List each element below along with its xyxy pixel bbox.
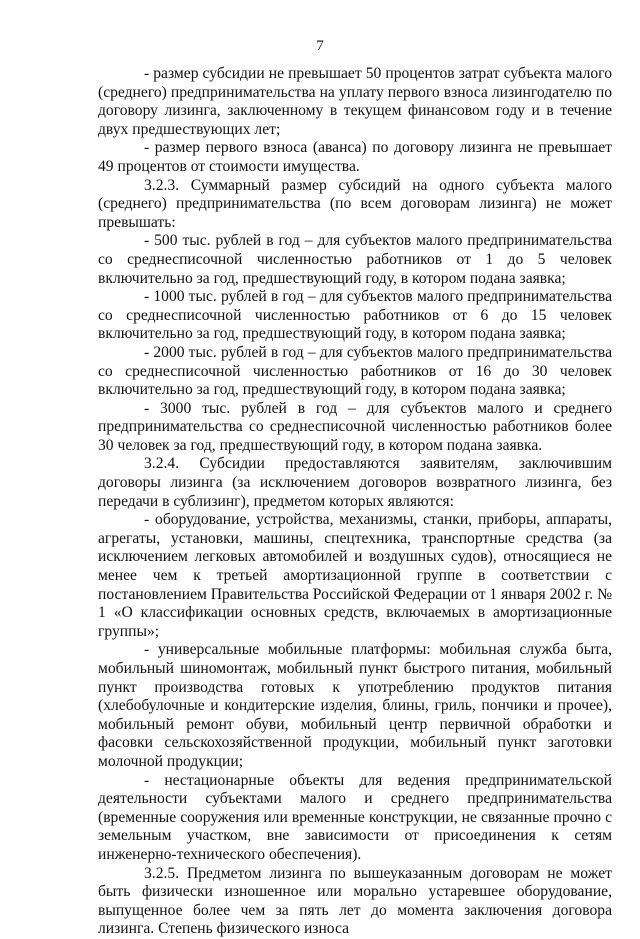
- paragraph-subsidy-limit: - размер субсидии не превышает 50 процентов затрат субъекта малого (среднего) предпринимательства на уплату первого взноса лизингодателю по договору лизинга, заключенному в текущем финансовом году и в течение двух предшествующих лет;: [98, 65, 612, 138]
- paragraph-2000k: - 2000 тыс. рублей в год – для субъектов малого предпринимательства со среднесписочной численностью работников от 16 до 30 человек включительно за год, предшествующий году, в котором подана заявка;: [98, 343, 612, 399]
- paragraph-3-2-4: 3.2.4. Субсидии предоставляются заявителям, заключившим договоры лизинга (за исключением договоров возвратного лизинга, без передачи в сублизинг), предметом которых являются:: [98, 455, 612, 510]
- paragraph-3-2-3: 3.2.3. Суммарный размер субсидий на одного субъекта малого (среднего) предпринимательства (по всем договорам лизинга) не может превышать:: [98, 176, 612, 231]
- paragraph-1000k: - 1000 тыс. рублей в год – для субъектов малого предпринимательства со среднесписочной численностью работников от 6 до 15 человек включительно за год, предшествующий году, в котором подана заявка;: [98, 288, 612, 343]
- page-number: 7: [316, 38, 324, 54]
- paragraph-3000k: - 3000 тыс. рублей в год – для субъектов малого и среднего предпринимательства со среднесписочной численностью работников более 30 человек за год, предшествующий году, в котором подана заявка.: [98, 399, 612, 454]
- paragraph-temporary-objects: - нестационарные объекты для ведения предпринимательской деятельности субъектами малого и среднего предпринимательства (временные сооружения или временные конструкции, не связанные прочно с земельным участком, вне зависимости от присоединения к сетям инженерно-технического обеспечения).: [98, 771, 612, 863]
- document-body: [98, 65, 612, 938]
- paragraph-first-payment: - размер первого взноса (аванса) по договору лизинга не превышает 49 процентов от стоимости имущества.: [98, 139, 612, 175]
- paragraph-500k: - 500 тыс. рублей в год – для субъектов малого предпринимательства со среднесписочной численностью работников от 1 до 5 человек включительно за год, предшествующий году, в котором подана заявка;: [98, 232, 612, 287]
- paragraph-3-2-5: 3.2.5. Предметом лизинга по вышеуказанным договорам не может быть физически изношенное или морально устаревшее оборудование, выпущенное более чем за пять лет до момента заключения договора лизинга. Степень физического износа: [98, 864, 612, 938]
- paragraph-equipment: - оборудование, устройства, механизмы, станки, приборы, аппараты, агрегаты, установки, машины, спецтехника, транспортные средства (за исключением легковых автомобилей и воздушных судов), относящиеся не менее чем к третьей амортизационной группе в соответствии с постановлением Правительства Российской Федерации от 1 января 2002 г. № 1 «О классификации основных средств, включаемых в амортизационные группы»;: [98, 511, 612, 640]
- paragraph-mobile-platforms: - универсальные мобильные платформы: мобильная служба быта, мобильный шиномонтаж, мобильный пункт быстрого питания, мобильный пункт производства готовых к употреблению продуктов питания (хлебобулочные и кондитерские изделия, блины, гриль, пончики и прочее), мобильный ремонт обуви, мобильный центр первичной обработки и фасовки сельскохозяйственной продукции, мобильный пункт заготовки молочной продукции;: [98, 641, 612, 770]
